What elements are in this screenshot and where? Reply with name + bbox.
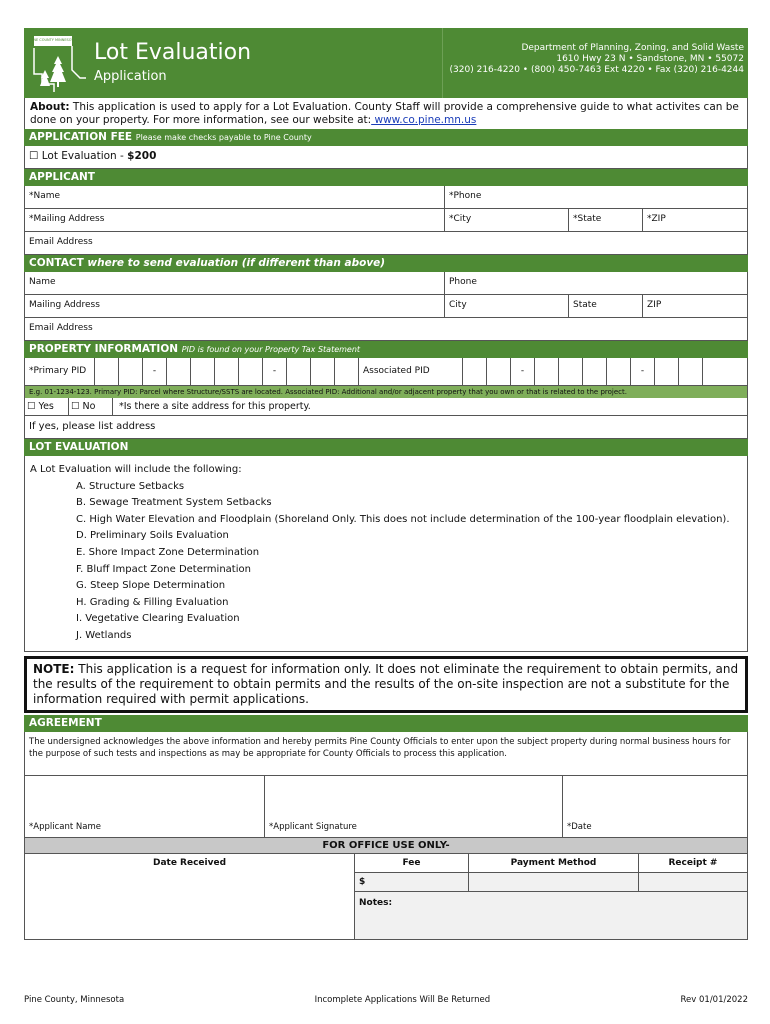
- primary-pid-digit[interactable]: [191, 358, 215, 385]
- fee-amount-field[interactable]: $: [355, 873, 469, 891]
- contact-phone-field[interactable]: Phone: [449, 277, 477, 287]
- site-address-question-text: *Is there a site address for this property.: [119, 401, 311, 412]
- primary-pid-digit[interactable]: [119, 358, 143, 385]
- list-item: I. Vegetative Clearing Evaluation: [76, 613, 240, 625]
- site-address-question: [24, 398, 748, 416]
- primary-pid-digit[interactable]: [335, 358, 359, 385]
- signature-row: [24, 776, 748, 838]
- office-use-header: FOR OFFICE USE ONLY-: [24, 838, 748, 854]
- no-checkbox[interactable]: ☐ No: [69, 398, 113, 415]
- footer: [24, 995, 748, 1005]
- pine-county-logo: [32, 34, 88, 92]
- pid-dash: -: [511, 358, 535, 385]
- associated-pid-digit[interactable]: [703, 358, 747, 385]
- applicant-email-field[interactable]: Email Address: [29, 237, 93, 247]
- list-item: G. Steep Slope Determination: [76, 580, 226, 592]
- notes-field[interactable]: Notes:: [355, 892, 747, 939]
- associated-pid-label: Associated PID: [359, 358, 463, 385]
- applicant-zip-field[interactable]: *ZIP: [647, 214, 666, 224]
- associated-pid-digit[interactable]: [655, 358, 679, 385]
- contact-email-field[interactable]: Email Address: [29, 323, 93, 333]
- associated-pid-digit[interactable]: [583, 358, 607, 385]
- applicant-city-field[interactable]: *City: [445, 209, 569, 231]
- date-received-label: Date Received: [25, 854, 355, 939]
- primary-pid-digit[interactable]: [311, 358, 335, 385]
- property-header: PROPERTY INFORMATION PID is found on your Property Tax Statement: [24, 341, 748, 358]
- list-item: H. Grading & Filling Evaluation: [76, 596, 229, 608]
- contact-mailing-field[interactable]: Mailing Address: [25, 295, 445, 317]
- pid-dash: -: [263, 358, 287, 385]
- receipt-label: Receipt #: [668, 857, 718, 868]
- primary-pid-digit[interactable]: [287, 358, 311, 385]
- list-item: F. Bluff Impact Zone Determination: [76, 563, 251, 575]
- primary-pid-digit[interactable]: [167, 358, 191, 385]
- associated-pid-digit[interactable]: [607, 358, 631, 385]
- footer-warning: Incomplete Applications Will Be Returned: [314, 995, 491, 1005]
- lot-evaluation-fee-checkbox[interactable]: ☐ Lot Evaluation - $200: [29, 150, 157, 162]
- site-address-field[interactable]: If yes, please list address: [29, 421, 156, 432]
- associated-pid-digit[interactable]: [487, 358, 511, 385]
- list-item: E. Shore Impact Zone Determination: [76, 546, 260, 558]
- date-field[interactable]: *Date: [567, 821, 592, 832]
- payment-method-label: Payment Method: [469, 854, 639, 872]
- pid-row: [24, 358, 748, 386]
- form-title: Lot Evaluation: [94, 40, 252, 65]
- pid-example: E.g. 01-1234-123. Primary PID: Parcel where Structure/SSTS are located. Associated PID: Additional and/or adjacent property that you own or that is related to the project.: [24, 386, 748, 398]
- list-item: D. Preliminary Soils Evaluation: [76, 530, 229, 542]
- associated-pid-digit[interactable]: [679, 358, 703, 385]
- yes-checkbox[interactable]: ☐ Yes: [25, 398, 69, 415]
- fee-header: APPLICATION FEE Please make checks payable to Pine County: [24, 129, 748, 146]
- list-item: C. High Water Elevation and Floodplain (Shoreland Only. This does not include determination of the 100-year floodplain elevation).: [76, 513, 730, 525]
- lot-evaluation-list: A Lot Evaluation will include the following: A. Structure Setbacks B. Sewage Treatment System Setbacks C. High Water Elevation and Floodplain (Shoreland Only. This does not include determination of the 100-year floodplain elevation). D. Preliminary Soils Evaluation E. Shore Impact Zone Determination F. Bluff Impact Zone Determination G. Steep Slope Determination H. Grading & Filling Evaluation I. Vegetative Clearing Evaluation J. Wetlands: [24, 456, 748, 652]
- contact-header: CONTACT where to send evaluation (if different than above): [24, 255, 748, 272]
- list-item: J. Wetlands: [76, 629, 132, 641]
- footer-county: Pine County, Minnesota: [24, 995, 125, 1005]
- contact-name-field[interactable]: Name: [25, 272, 445, 294]
- list-item: A. Structure Setbacks: [76, 480, 185, 492]
- pid-dash: -: [143, 358, 167, 385]
- agreement-header: AGREEMENT: [24, 715, 748, 732]
- lot-evaluation-header: LOT EVALUATION: [24, 439, 748, 456]
- footer-revision: Rev 01/01/2022: [680, 995, 748, 1005]
- applicant-mailing-field[interactable]: *Mailing Address: [25, 209, 445, 231]
- associated-pid-digit[interactable]: [559, 358, 583, 385]
- primary-pid-label: *Primary PID: [25, 358, 95, 385]
- application-form: [24, 28, 748, 940]
- primary-pid-digit[interactable]: [215, 358, 239, 385]
- contact-zip-field[interactable]: ZIP: [647, 300, 662, 310]
- contact-city-field[interactable]: City: [445, 295, 569, 317]
- office-use-section: [24, 854, 748, 940]
- primary-pid-digit[interactable]: [95, 358, 119, 385]
- applicant-phone-field[interactable]: *Phone: [449, 191, 482, 201]
- fee-label: Fee: [355, 854, 469, 872]
- header: [24, 28, 748, 98]
- note-box: NOTE: This application is a request for information only. It does not eliminate the requirement to obtain permits, and the results of the requirement to obtain permits and the results of the on-site inspection are not a substitute for the information required with permit applications.: [24, 656, 748, 713]
- svg-text:PINE COUNTY MINNESOTA: PINE COUNTY MINNESOTA: [32, 38, 76, 42]
- website-link[interactable]: www.co.pine.mn.us: [371, 114, 477, 126]
- associated-pid-digit[interactable]: [535, 358, 559, 385]
- contact-state-field[interactable]: State: [569, 295, 643, 317]
- associated-pid-digit[interactable]: [463, 358, 487, 385]
- applicant-name-signature-field[interactable]: *Applicant Name: [25, 776, 265, 837]
- pid-dash: -: [631, 358, 655, 385]
- list-item: B. Sewage Treatment System Setbacks: [76, 497, 272, 509]
- payment-method-field[interactable]: [469, 873, 639, 891]
- department-info: Department of Planning, Zoning, and Solid Waste 1610 Hwy 23 N • Sandstone, MN • 55072 (320) 216-4220 • (800) 450-7463 Ext 4220 • Fax (320) 216-4244: [442, 28, 748, 98]
- applicant-name-field[interactable]: *Name: [25, 186, 445, 208]
- applicant-header: APPLICANT: [24, 169, 748, 186]
- receipt-field[interactable]: [639, 873, 747, 891]
- about-section: About: This application is used to apply for a Lot Evaluation. County Staff will provide a comprehensive guide to what activites can be done on your property. For more information, see our website at: www.co.pine.mn.us: [24, 98, 748, 129]
- agreement-text: The undersigned acknowledges the above information and hereby permits Pine County Officials to enter upon the subject property during normal business hours for the purpose of such tests and inspections as may be appropriate for County Officials to process this application.: [24, 732, 748, 776]
- form-subtitle: Application: [94, 69, 167, 84]
- applicant-state-field[interactable]: *State: [569, 209, 643, 231]
- primary-pid-digit[interactable]: [239, 358, 263, 385]
- applicant-signature-field[interactable]: *Applicant Signature: [265, 776, 563, 837]
